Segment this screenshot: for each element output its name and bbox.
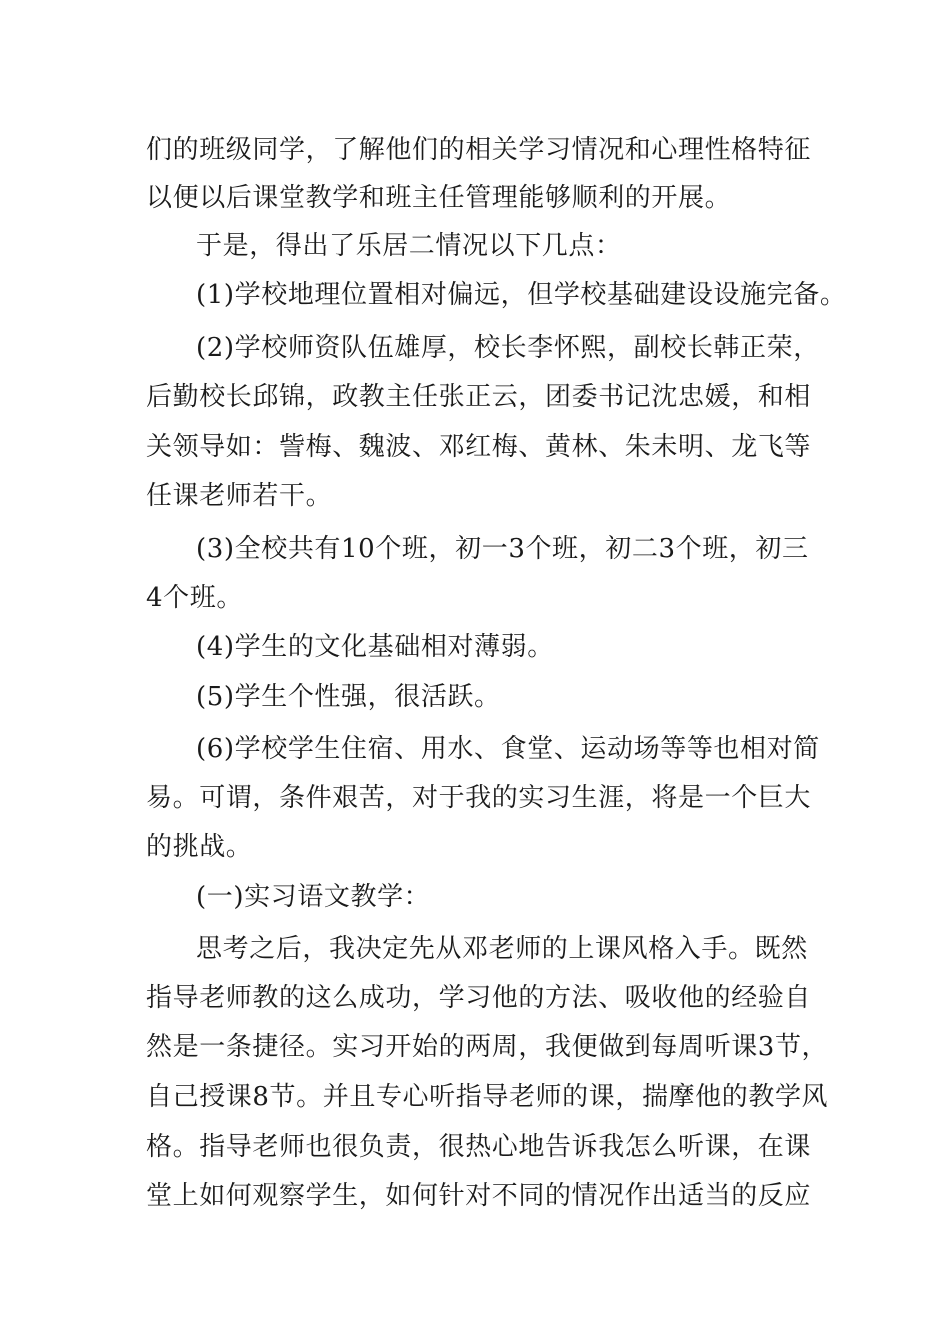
text-line: (5)学生个性强，很活跃。 [196, 682, 501, 712]
text-line: 以便以后课堂教学和班主任管理能够顺利的开展。 [146, 183, 732, 213]
text-line: 易。可谓，条件艰苦，对于我的实习生涯，将是一个巨大 [146, 783, 812, 813]
text-line: (一)实习语文教学： [196, 882, 431, 912]
text-line: 的挑战。 [146, 832, 253, 862]
text-line: (4)学生的文化基础相对薄弱。 [196, 632, 554, 662]
text-line: 们的班级同学，了解他们的相关学习情况和心理性格特征 [146, 135, 812, 165]
text-line: 后勤校长邱锦，政教主任张正云，团委书记沈忠媛，和相 [146, 382, 812, 412]
text-line: 于是，得出了乐居二情况以下几点： [196, 231, 622, 261]
text-line: 4个班。 [146, 583, 243, 613]
text-line: 思考之后，我决定先从邓老师的上课风格入手。既然 [196, 934, 808, 964]
text-line: 指导老师教的这么成功，学习他的方法、吸收他的经验自 [146, 983, 812, 1013]
text-line: 自己授课8节。并且专心听指导老师的课，揣摩他的教学风 [146, 1082, 829, 1112]
text-line: 堂上如何观察学生，如何针对不同的情况作出适当的反应 [146, 1181, 812, 1211]
text-line: 任课老师若干。 [146, 481, 333, 511]
text-line: (2)学校师资队伍雄厚，校长李怀熙，副校长韩正荣， [196, 333, 820, 363]
text-line: (1)学校地理位置相对偏远，但学校基础建设设施完备。 [196, 280, 847, 310]
text-line: 然是一条捷径。实习开始的两周，我便做到每周听课3节， [146, 1032, 829, 1062]
text-line: 格。指导老师也很负责，很热心地告诉我怎么听课，在课 [146, 1132, 812, 1162]
text-line: 关领导如：訾梅、魏波、邓红梅、黄林、朱未明、龙飞等 [146, 432, 812, 462]
text-line: (6)学校学生住宿、用水、食堂、运动场等等也相对简 [196, 734, 820, 764]
text-line: (3)全校共有10个班，初一3个班，初二3个班，初三 [196, 534, 809, 564]
